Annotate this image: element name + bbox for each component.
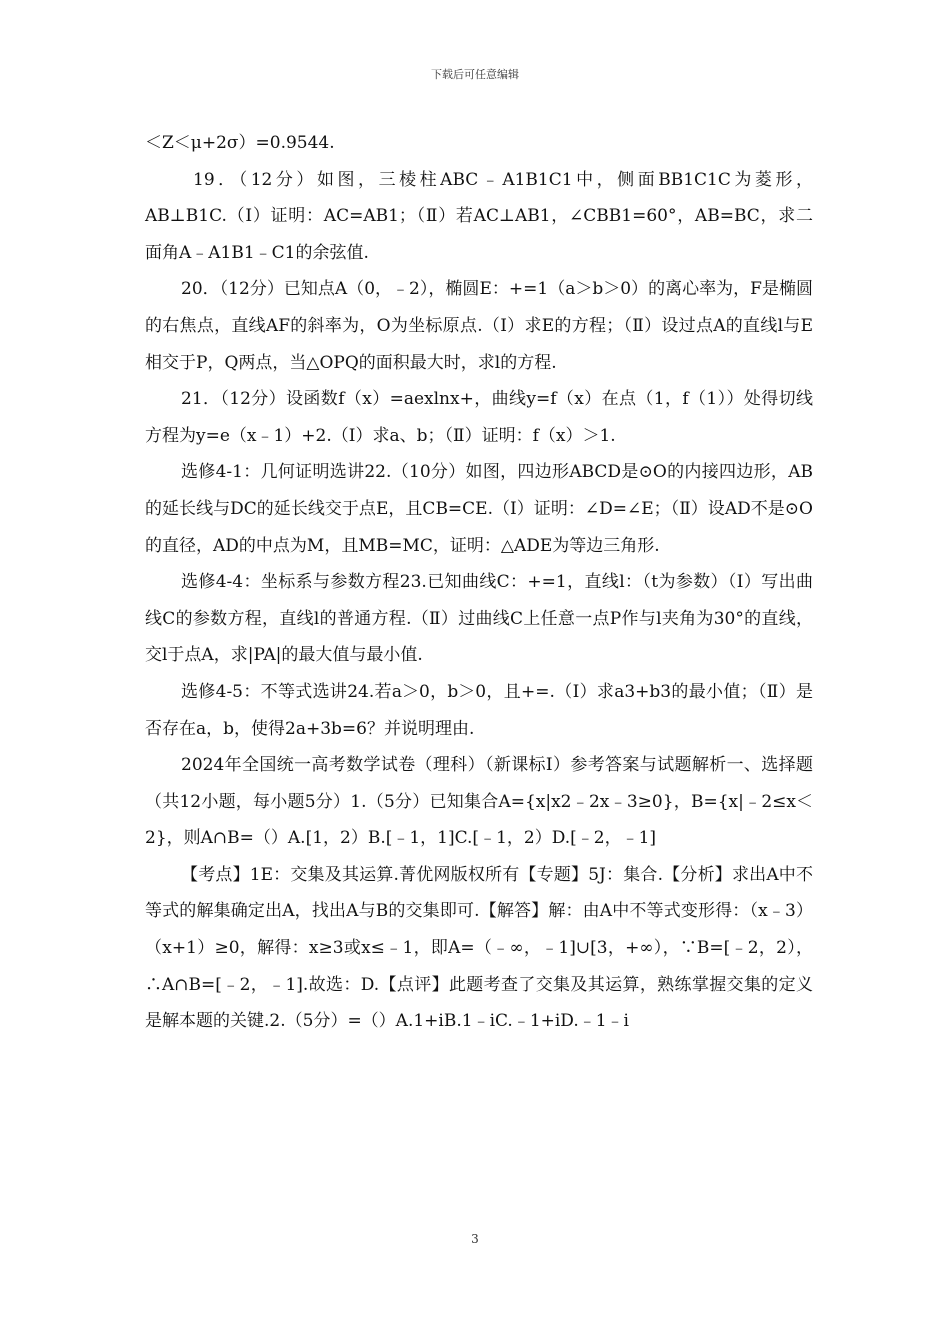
paragraph-question-22: 选修4-1：几何证明选讲22.（10分）如图，四边形ABCD是⊙O的内接四边形，AB的延长线与DC的延长线交于点E，且CB=CE.（Ⅰ）证明：∠D=∠E；（Ⅱ）设AD不是⊙O的直径，AD的中点为M，且MB=MC，证明：△ADE为等边三角形. [145, 462, 813, 556]
paragraph-question-24: 选修4-5：不等式选讲24.若a＞0，b＞0，且+=.（Ⅰ）求a3+b3的最小值；（Ⅱ）是否存在a，b，使得2a+3b=6？并说明理由. [145, 681, 813, 739]
paragraph-question-19: 19．（12分）如图，三棱柱ABC﹣A1B1C1中，侧面BB1C1C为菱形，AB⊥B1C.（Ⅰ）证明：AC=AB1；（Ⅱ）若AC⊥AB1，∠CBB1=60°，AB=BC，求二面角A﹣A1B1﹣C1的余弦值. [145, 169, 813, 263]
page-header: 下载后可任意编辑 [431, 68, 519, 81]
page-number: 3 [471, 1232, 479, 1246]
paragraph-continuation: ＜Z＜μ+2σ）=0.9544. [145, 133, 335, 153]
document-body [145, 125, 813, 1040]
paragraph-answer-1: 【考点】1E：交集及其运算.菁优网版权所有【专题】5J：集合.【分析】求出A中不等式的解集确定出A，找出A与B的交集即可.【解答】解：由A中不等式变形得：（x﹣3）（x+1）≥0，解得：x≥3或x≤﹣1，即A=（﹣∞，﹣1]∪[3，+∞），∵B=[﹣2，2），∴A∩B=[﹣2，﹣1].故选：D.【点评】此题考查了交集及其运算，熟练掌握交集的定义是解本题的关键.2.（5分）=（）A.1+iB.1﹣iC.﹣1+iD.﹣1﹣i [145, 864, 813, 1032]
paragraph-question-20: 20．（12分）已知点A（0，﹣2），椭圆E：+=1（a＞b＞0）的离心率为，F是椭圆的右焦点，直线AF的斜率为，O为坐标原点.（Ⅰ）求E的方程；（Ⅱ）设过点A的直线l与E相交于P，Q两点，当△OPQ的面积最大时，求l的方程. [145, 279, 813, 373]
paragraph-answer-title: 2024年全国统一高考数学试卷（理科）（新课标Ⅰ）参考答案与试题解析一、选择题（共12小题，每小题5分）1.（5分）已知集合A={x|x2﹣2x﹣3≥0}，B={x|﹣2≤x＜2}，则A∩B=（）A.[1，2）B.[﹣1，1]C.[﹣1，2）D.[﹣2，﹣1] [145, 755, 813, 849]
paragraph-question-23: 选修4-4：坐标系与参数方程23.已知曲线C：+=1，直线l：（t为参数）（Ⅰ）写出曲线C的参数方程，直线l的普通方程.（Ⅱ）过曲线C上任意一点P作与l夹角为30°的直线，交l于点A，求|PA|的最大值与最小值. [145, 572, 813, 666]
paragraph-question-21: 21．（12分）设函数f（x）=aexlnx+，曲线y=f（x）在点（1，f（1））处得切线方程为y=e（x﹣1）+2.（Ⅰ）求a、b；（Ⅱ）证明：f（x）＞1. [145, 389, 813, 446]
